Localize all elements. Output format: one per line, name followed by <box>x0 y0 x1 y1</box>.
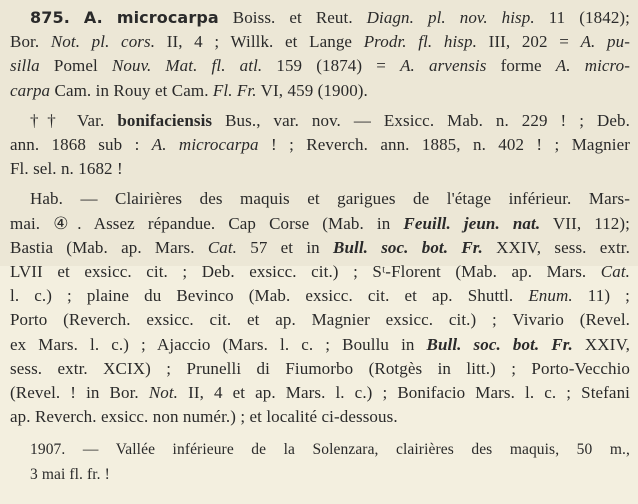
observation-line: 1907. — Vallée inférieure de la Solenzara, clairières des maquis, 50 m., <box>30 441 630 459</box>
text-run: A. pu- <box>580 32 630 52</box>
text-run: VI, 459 (1900). <box>256 80 368 100</box>
entry-number: 875. <box>30 8 70 27</box>
text-run: VII, 112); <box>540 213 630 233</box>
text-run: Enum. <box>528 286 573 306</box>
habitat-line <box>10 405 630 429</box>
habitat-line <box>10 308 630 332</box>
text-column <box>10 6 630 487</box>
text-run: Cat. <box>600 262 630 282</box>
observation-note <box>10 438 630 486</box>
text-run: Diagn. pl. nov. hisp. <box>366 8 535 27</box>
text-run: Bor. <box>10 32 51 52</box>
text-run: Fl. Fr. <box>212 80 257 100</box>
habitat-line <box>10 333 630 357</box>
text-run: mai. ④. Assez répandue. Cap Corse (Mab. in <box>10 213 404 233</box>
entry-line <box>10 30 630 54</box>
variety-line <box>10 157 630 181</box>
text-run: Bastia (Mab. ap. Mars. <box>10 237 208 257</box>
text-run: 11 (1842); <box>534 8 630 27</box>
text-run: III, 202 = <box>476 32 581 52</box>
text-run: A. arvensis <box>400 56 487 76</box>
text-run: XXIV, <box>572 334 630 354</box>
text-run: Hab. — Clairières des maquis et garigues de l'étage inférieur. Mars- <box>30 189 630 209</box>
text-run: ! ; Reverch. ann. 1885, n. 402 ! ; Magnier <box>258 135 631 155</box>
text-run: forme <box>486 56 556 76</box>
text-run: II, 4 et ap. Mars. l. c.) ; Bonifacio Mars. l. c. ; Stefani <box>178 383 630 403</box>
habitat-paragraph <box>10 187 630 429</box>
entry-heading-line <box>10 6 630 30</box>
text-run: l. c.) ; plaine du Bevinco (Mab. exsicc. cit. et ap. Shuttl. <box>10 286 529 306</box>
text-run: Porto (Reverch. exsicc. cit. et ap. Magnier exsicc. cit.) ; Vivario (Revel. <box>10 310 630 330</box>
text-run: ap. Reverch. exsicc. non numér.) ; et localité ci-dessous. <box>10 407 398 427</box>
entry-line <box>10 79 630 103</box>
text-run: sess. extr. XCIX) ; Prunelli di Fiumorbo (Rotgès in litt.) ; Porto-Vecchio <box>10 358 630 378</box>
text-run: ann. 1868 sub : <box>10 135 152 155</box>
habitat-line <box>10 236 630 260</box>
habitat-line <box>10 357 630 381</box>
habitat-line <box>10 260 630 284</box>
text-run: 11) ; <box>572 286 631 306</box>
text-run: †† Var. <box>30 110 118 130</box>
text-run: Bull. soc. bot. Fr. <box>333 237 483 257</box>
text-run: Nouv. Mat. fl. atl. <box>111 56 263 76</box>
entry-species: microcarpa <box>116 8 219 27</box>
entry-genus: A. <box>83 8 103 27</box>
text-run: Cat. <box>207 237 238 257</box>
text-run: Fl. sel. n. 1682 ! <box>10 159 123 179</box>
text-run: II, 4 ; Willk. et Lange <box>155 32 364 52</box>
text-run: Not. <box>148 383 179 403</box>
text-run: Pomel <box>39 56 112 76</box>
variety-line <box>10 109 630 133</box>
habitat-line <box>10 381 630 405</box>
species-entry <box>10 6 630 103</box>
text-run: ex Mars. l. c.) ; Ajaccio (Mars. l. c. ; Boullu in <box>10 334 427 354</box>
habitat-line <box>10 212 630 236</box>
text-run: Cam. in Rouy et Cam. <box>50 80 213 100</box>
variety-paragraph <box>10 109 630 182</box>
text-run: XXIV, sess. extr. <box>482 237 630 257</box>
text-run: Bus., var. nov. — Exsicc. Mab. n. 229 ! ; Deb. <box>212 110 630 130</box>
text-run: A. micro- <box>555 56 630 76</box>
text-run: Bull. soc. bot. Fr. <box>426 334 573 354</box>
habitat-line <box>10 187 630 211</box>
text-run: 159 (1874) = <box>262 56 401 76</box>
text-run: 57 et in <box>237 237 333 257</box>
habitat-line <box>10 284 630 308</box>
text-run: Feuill. jeun. nat. <box>403 213 541 233</box>
observation-line: 3 mai fl. fr. ! <box>30 465 110 483</box>
entry-rest <box>219 8 630 27</box>
text-run: Boiss. et Reut. <box>218 8 367 27</box>
variety-line <box>10 133 630 157</box>
text-run: Not. pl. cors. <box>50 32 156 52</box>
text-run: carpa <box>10 80 51 100</box>
text-run: Prodr. fl. hisp. <box>363 32 477 52</box>
text-run: bonifaciensis <box>117 110 213 130</box>
text-run: (Revel. ! in Bor. <box>10 383 149 403</box>
text-run: LVII et exsicc. cit. ; Deb. exsicc. cit.) ; Sᵗ-Florent (Mab. ap. Mars. <box>10 262 601 282</box>
spacer <box>10 429 630 438</box>
entry-line <box>10 54 630 78</box>
text-run: silla <box>10 56 40 76</box>
text-run: A. microcarpa <box>151 135 259 155</box>
